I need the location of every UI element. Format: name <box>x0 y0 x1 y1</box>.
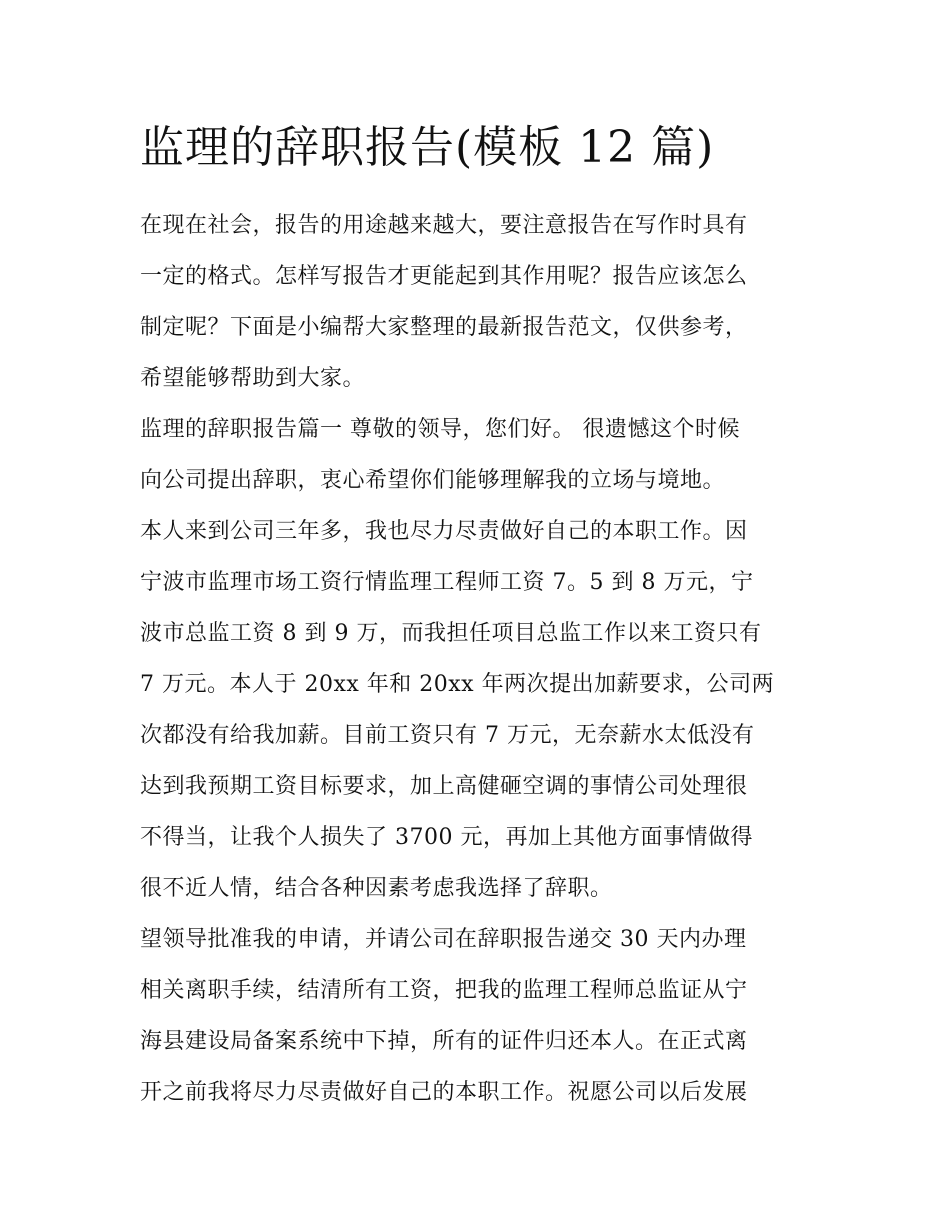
body-line-7: 本人来到公司三年多，我也尽力尽责做好自己的本职工作。因 <box>140 519 748 544</box>
body-line-16: 相关离职手续，结清所有工资，把我的监理工程师总监证从宁 <box>140 978 748 1003</box>
body-line-3: 制定呢？下面是小编帮大家整理的最新报告范文，仅供参考， <box>140 315 748 340</box>
body-line-5: 监理的辞职报告篇一 尊敬的领导，您们好。 很遗憾这个时候 <box>140 417 740 442</box>
body-line-14: 很不近人情，结合各种因素考虑我选择了辞职。 <box>140 876 613 901</box>
body-line-11: 次都没有给我加薪。目前工资只有 7 万元，无奈薪水太低没有 <box>140 723 755 748</box>
body-line-17: 海县建设局备案系统中下掉，所有的证件归还本人。在正式离 <box>140 1029 748 1054</box>
body-line-6: 向公司提出辞职，衷心希望你们能够理解我的立场与境地。 <box>140 468 726 493</box>
body-line-13: 不得当，让我个人损失了 3700 元，再加上其他方面事情做得 <box>140 825 753 850</box>
body-line-8: 宁波市监理市场工资行情监理工程师工资 7。5 到 8 万元，宁 <box>140 570 754 595</box>
body-line-4: 希望能够帮助到大家。 <box>140 366 366 391</box>
body-line-10: 7 万元。本人于 20xx 年和 20xx 年两次提出加薪要求，公司两 <box>140 672 775 697</box>
document-title: 监理的辞职报告(模板 12 篇) <box>140 122 715 173</box>
body-line-18: 开之前我将尽力尽责做好自己的本职工作。祝愿公司以后发展 <box>140 1080 748 1105</box>
body-line-15: 望领导批准我的申请，并请公司在辞职报告递交 30 天内办理 <box>140 927 747 952</box>
body-line-9: 波市总监工资 8 到 9 万，而我担任项目总监工作以来工资只有 <box>140 621 762 646</box>
body-line-2: 一定的格式。怎样写报告才更能起到其作用呢？报告应该怎么 <box>140 264 748 289</box>
document-body <box>140 200 820 1118</box>
body-line-12: 达到我预期工资目标要求，加上高健砸空调的事情公司处理很 <box>140 774 748 799</box>
body-line-1: 在现在社会，报告的用途越来越大，要注意报告在写作时具有 <box>140 213 748 238</box>
